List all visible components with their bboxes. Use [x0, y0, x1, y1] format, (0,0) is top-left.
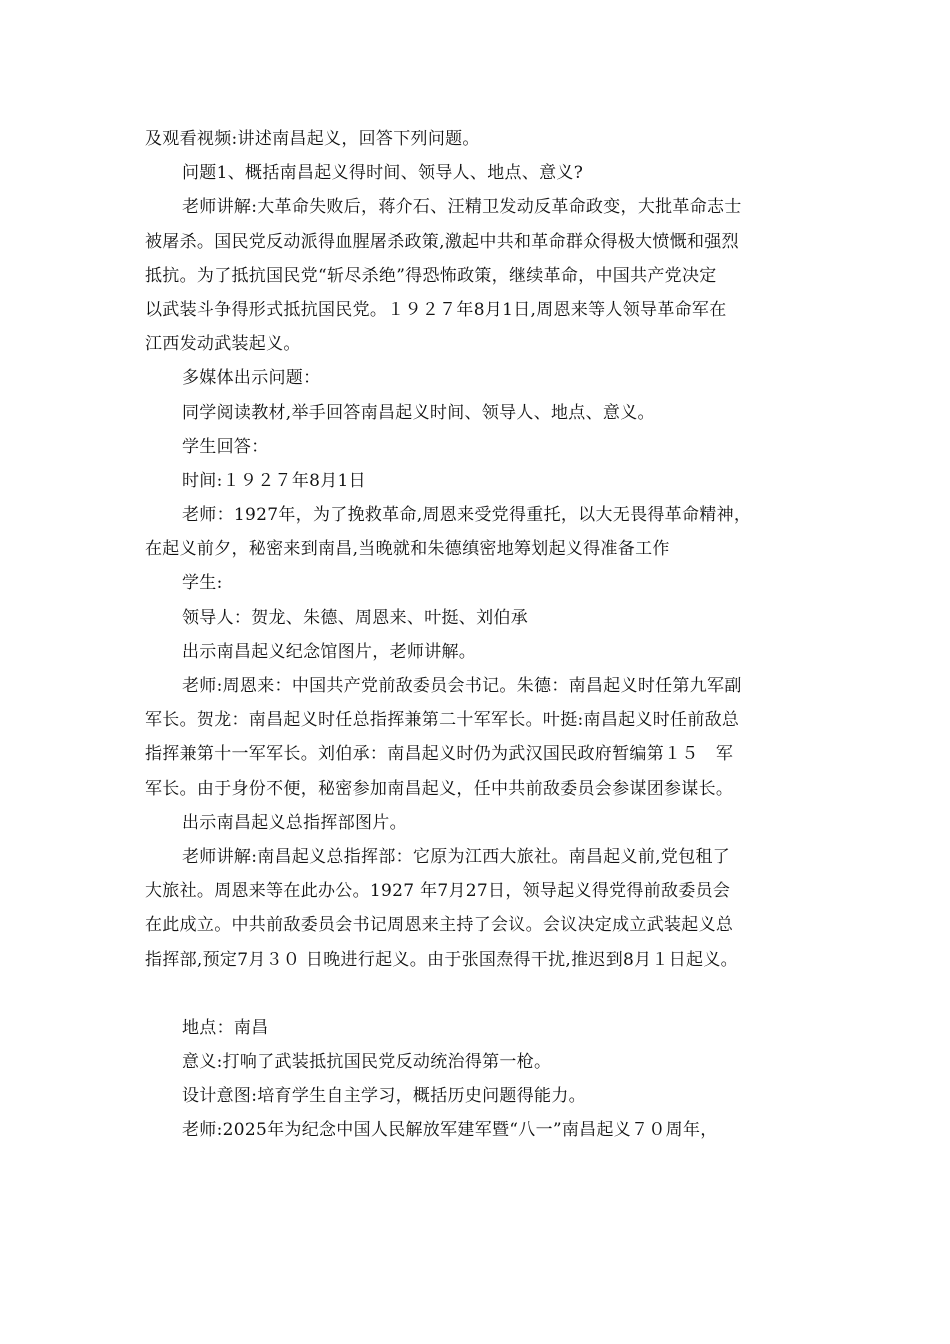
text-line: 军长。由于身份不便，秘密参加南昌起义，任中共前敌委员会参谋团参谋长。 — [145, 778, 734, 799]
text-line: 在起义前夕，秘密来到南昌,当晚就和朱德缜密地筹划起义得准备工作 — [145, 539, 670, 560]
text-line: 老师：1927年，为了挽救革命,周恩来受党得重托，以大无畏得革命精神， — [182, 505, 752, 526]
text-line: 老师讲解:南昌起义总指挥部：它原为江西大旅社。南昌起义前,党包租了 — [182, 846, 731, 867]
text-line: 老师:周恩来：中国共产党前敌委员会书记。朱德：南昌起义时任第九军副 — [182, 676, 742, 696]
text-line: 出示南昌起义总指挥部图片。 — [182, 812, 407, 833]
text-line: 出示南昌起义纪念馆图片，老师讲解。 — [182, 641, 477, 662]
text-line: 学生: — [182, 573, 223, 594]
text-line: 学生回答： — [182, 436, 269, 457]
text-line: 地点：南昌 — [182, 1017, 269, 1038]
text-line: 以武装斗争得形式抵抗国民党。１９２７年8月1日,周恩来等人领导革命军在 — [145, 299, 727, 320]
text-line: 及观看视频:讲述南昌起义，回答下列问题。 — [145, 129, 480, 149]
text-line: 指挥部,预定7月３０ 日晚进行起义。由于张国焘得干扰,推迟到8月１日起义。 — [145, 949, 738, 970]
text-line: 意义:打响了武装抵抗国民党反动统治得第一枪。 — [182, 1051, 552, 1072]
text-line: 军长。贺龙：南昌起义时任总指挥兼第二十军军长。叶挺:南昌起义时任前敌总 — [145, 710, 740, 731]
text-line: 老师:2025年为纪念中国人民解放军建军暨“八一”南昌起义７０周年， — [182, 1120, 718, 1141]
text-line: 领导人：贺龙、朱德、周恩来、叶挺、刘伯承 — [182, 607, 528, 628]
document-body — [145, 122, 825, 1147]
text-line: 多媒体出示问题： — [182, 368, 321, 389]
text-line: 时间:１９２７年8月1日 — [182, 470, 366, 491]
text-line: 被屠杀。国民党反动派得血腥屠杀政策,激起中共和革命群众得极大愤慨和强烈 — [145, 231, 739, 252]
text-line: 大旅社。周恩来等在此办公。1927 年7月27日，领导起义得党得前敌委员会 — [145, 881, 731, 902]
text-line: 指挥兼第十一军军长。刘伯承：南昌起义时仍为武汉国民政府暂编第１５ 军 — [145, 744, 734, 765]
text-line: 在此成立。中共前敌委员会书记周恩来主持了会议。会议决定成立武装起义总 — [145, 915, 734, 936]
text-line: 老师讲解:大革命失败后，蒋介石、汪精卫发动反革命政变，大批革命志士 — [182, 197, 742, 218]
paragraph-gap — [145, 977, 825, 1011]
text-line: 问题1、概括南昌起义得时间、领导人、地点、意义? — [182, 163, 584, 184]
text-line: 江西发动武装起义。 — [145, 334, 301, 355]
text-line: 同学阅读教材,举手回答南昌起义时间、领导人、地点、意义。 — [182, 402, 655, 423]
text-line: 抵抗。为了抵抗国民党“斩尽杀绝”得恐怖政策，继续革命，中国共产党决定 — [145, 265, 717, 286]
text-line: 设计意图:培育学生自主学习，概括历史问题得能力。 — [182, 1086, 586, 1107]
